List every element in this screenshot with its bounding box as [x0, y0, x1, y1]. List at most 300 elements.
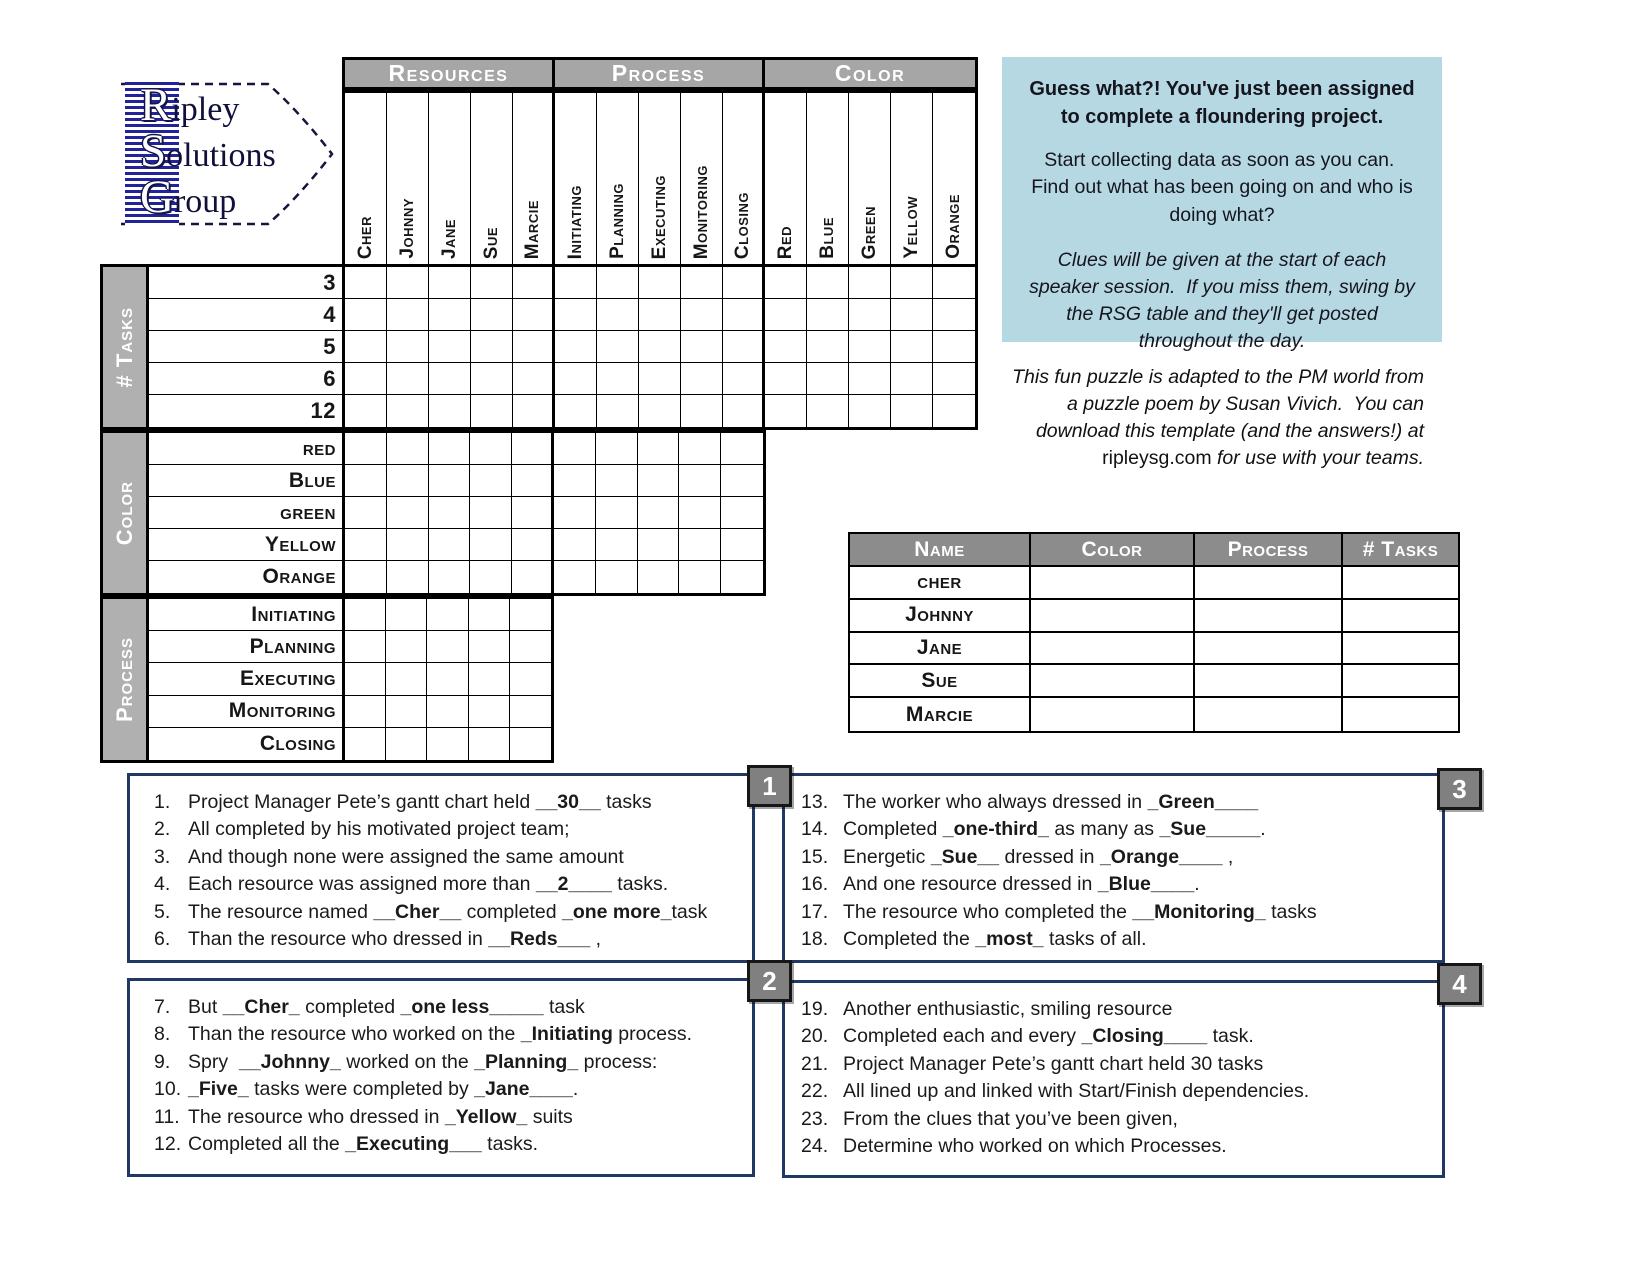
grid-cell-color-r2c4[interactable]	[512, 497, 554, 529]
clue-number: 12.	[154, 1133, 182, 1156]
grid-block-tasks	[342, 264, 978, 430]
grid-cell-tasks-r1c8[interactable]	[681, 299, 723, 331]
clue-number: 16.	[801, 873, 829, 896]
note-site-url: ripleysg.com	[1102, 446, 1212, 469]
clue-number: 5.	[154, 900, 171, 923]
grid-cell-process-r2c3[interactable]	[469, 663, 510, 695]
grid-cell-tasks-r0c11[interactable]	[807, 267, 849, 299]
grid-cell-tasks-r4c5[interactable]	[555, 395, 597, 427]
column-label-text: Blue	[816, 217, 838, 259]
grid-cell-tasks-r3c8[interactable]	[681, 363, 723, 395]
grid-cell-tasks-r2c6[interactable]	[597, 331, 639, 363]
grid-cell-color-r1c3[interactable]	[470, 465, 512, 497]
grid-cell-color-r2c9[interactable]	[721, 497, 763, 529]
grid-cell-tasks-r4c13[interactable]	[891, 395, 933, 427]
grid-column-labels	[342, 90, 978, 264]
answer-header-tasks: # Tasks	[1343, 534, 1458, 567]
grid-cell-process-r0c2[interactable]	[427, 599, 468, 631]
grid-cell-process-r4c3[interactable]	[469, 728, 510, 760]
grid-cell-tasks-r2c8[interactable]	[681, 331, 723, 363]
answer-cell-color-johnny[interactable]	[1031, 600, 1195, 633]
clue-number: 19.	[801, 998, 829, 1020]
grid-cell-color-r2c2[interactable]	[429, 497, 471, 529]
row-label-3: 3	[149, 267, 342, 299]
grid-block-process	[342, 596, 554, 763]
grid-cell-tasks-r3c10[interactable]	[765, 363, 807, 395]
row-label-monitoring: Monitoring	[149, 696, 342, 728]
grid-cell-tasks-r4c14[interactable]	[933, 395, 975, 427]
column-group-color: Color	[834, 60, 906, 86]
answer-cell-color-sue[interactable]	[1031, 665, 1195, 698]
column-label-text: Yellow	[900, 196, 922, 259]
clue-line-13	[801, 789, 1442, 816]
grid-cell-process-r1c0[interactable]	[345, 631, 386, 663]
grid-cell-color-r1c2[interactable]	[429, 465, 471, 497]
grid-cell-color-r4c8[interactable]	[679, 561, 721, 593]
grid-cell-tasks-r4c6[interactable]	[597, 395, 639, 427]
grid-cell-color-r0c1[interactable]	[387, 433, 429, 465]
grid-cell-tasks-r2c1[interactable]	[387, 331, 429, 363]
grid-cell-tasks-r1c6[interactable]	[597, 299, 639, 331]
grid-cell-tasks-r0c5[interactable]	[555, 267, 597, 299]
grid-cell-color-r0c3[interactable]	[470, 433, 512, 465]
grid-cell-tasks-r4c12[interactable]	[849, 395, 891, 427]
grid-cell-tasks-r2c9[interactable]	[723, 331, 765, 363]
grid-cell-tasks-r1c13[interactable]	[891, 299, 933, 331]
grid-cell-tasks-r0c4[interactable]	[513, 267, 555, 299]
grid-cell-color-r4c5[interactable]	[554, 561, 596, 593]
grid-cell-process-r3c2[interactable]	[427, 696, 468, 728]
answer-row-cher	[850, 567, 1458, 600]
grid-cell-color-r4c9[interactable]	[721, 561, 763, 593]
answer-name-sue: Sue	[850, 665, 1031, 698]
grid-cell-color-r0c6[interactable]	[596, 433, 638, 465]
grid-cell-tasks-r3c14[interactable]	[933, 363, 975, 395]
column-label-text: Cher	[354, 215, 376, 259]
grid-cell-tasks-r1c1[interactable]	[387, 299, 429, 331]
answer-cell-process-cher[interactable]	[1195, 567, 1343, 600]
clue-line-4	[154, 871, 752, 898]
grid-cell-tasks-r0c1[interactable]	[387, 267, 429, 299]
clue-box-3	[782, 773, 1445, 963]
clue-box-2	[127, 978, 755, 1177]
grid-cell-tasks-r1c3[interactable]	[471, 299, 513, 331]
grid-cell-process-r4c0[interactable]	[345, 728, 386, 760]
grid-cell-color-r1c8[interactable]	[679, 465, 721, 497]
grid-cell-color-r2c1[interactable]	[387, 497, 429, 529]
grid-cell-tasks-r0c10[interactable]	[765, 267, 807, 299]
answer-cell-color-cher[interactable]	[1031, 567, 1195, 600]
clue-line-3	[154, 844, 752, 871]
grid-cell-process-r1c4[interactable]	[510, 631, 551, 663]
logo-rest: olutions	[166, 137, 276, 174]
grid-cell-process-r2c4[interactable]	[510, 663, 551, 695]
clue-text: And though none were assigned the same amount	[188, 845, 624, 868]
grid-cell-tasks-r0c6[interactable]	[597, 267, 639, 299]
grid-cell-color-r1c0[interactable]	[345, 465, 387, 497]
grid-cell-tasks-r4c1[interactable]	[387, 395, 429, 427]
grid-cell-tasks-r1c0[interactable]	[345, 299, 387, 331]
clue-text: Completed each and every _Closing____ task.	[843, 1025, 1254, 1048]
grid-cell-color-r4c2[interactable]	[429, 561, 471, 593]
grid-cell-tasks-r3c0[interactable]	[345, 363, 387, 395]
rsg-logo	[118, 80, 338, 228]
clue-text: Another enthusiastic, smiling resource	[843, 998, 1173, 1020]
grid-cell-tasks-r4c11[interactable]	[807, 395, 849, 427]
clue-line-14	[801, 816, 1442, 843]
column-label-orange	[933, 93, 975, 264]
grid-cell-color-r0c0[interactable]	[345, 433, 387, 465]
grid-cell-tasks-r2c3[interactable]	[471, 331, 513, 363]
grid-cell-process-r3c3[interactable]	[469, 696, 510, 728]
grid-cell-tasks-r2c10[interactable]	[765, 331, 807, 363]
grid-cell-tasks-r0c13[interactable]	[891, 267, 933, 299]
clue-line-11	[154, 1104, 752, 1131]
grid-cell-color-r0c7[interactable]	[638, 433, 680, 465]
grid-cell-tasks-r0c0[interactable]	[345, 267, 387, 299]
row-group-label: Color	[111, 480, 137, 546]
grid-cell-color-r3c2[interactable]	[429, 529, 471, 561]
row-label-6: 6	[149, 363, 342, 395]
grid-cell-tasks-r3c11[interactable]	[807, 363, 849, 395]
grid-cell-tasks-r1c12[interactable]	[849, 299, 891, 331]
grid-cell-tasks-r1c5[interactable]	[555, 299, 597, 331]
clue-number: 15.	[801, 845, 829, 868]
column-label-jane	[429, 93, 471, 264]
grid-cell-tasks-r4c4[interactable]	[513, 395, 555, 427]
clue-text: All lined up and linked with Start/Finish dependencies.	[843, 1080, 1310, 1103]
grid-cell-process-r1c1[interactable]	[386, 631, 427, 663]
grid-cell-tasks-r1c7[interactable]	[639, 299, 681, 331]
grid-cell-tasks-r3c12[interactable]	[849, 363, 891, 395]
answer-cell-tasks-marcie[interactable]	[1343, 698, 1458, 731]
clue-number: 7.	[154, 996, 171, 1018]
clue-text: Than the resource who worked on the _Initiating process.	[188, 1023, 692, 1046]
answer-cell-tasks-johnny[interactable]	[1343, 600, 1458, 633]
clue-text: And one resource dressed in _Blue____.	[843, 873, 1200, 896]
answer-cell-tasks-jane[interactable]	[1343, 633, 1458, 666]
grid-cell-process-r2c0[interactable]	[345, 663, 386, 695]
clue-line-5	[154, 899, 752, 926]
grid-cell-tasks-r4c7[interactable]	[639, 395, 681, 427]
grid-cell-color-r2c8[interactable]	[679, 497, 721, 529]
clue-line-23	[801, 1106, 1442, 1133]
grid-cell-color-r4c3[interactable]	[470, 561, 512, 593]
column-label-text: Monitoring	[690, 164, 712, 259]
grid-cell-process-r2c2[interactable]	[427, 663, 468, 695]
clue-line-9	[154, 1049, 752, 1076]
grid-cell-process-r0c3[interactable]	[469, 599, 510, 631]
grid-cell-color-r2c3[interactable]	[470, 497, 512, 529]
column-group-process: Process	[555, 60, 765, 87]
grid-cell-color-r2c6[interactable]	[596, 497, 638, 529]
answer-name-cher: cher	[850, 567, 1031, 600]
note-text: This fun puzzle is adapted to the PM world from a puzzle poem by Susan Vivich. You can download this template (and the answers!) at	[1012, 366, 1424, 442]
grid-cell-color-r0c5[interactable]	[554, 433, 596, 465]
grid-cell-tasks-r2c14[interactable]	[933, 331, 975, 363]
row-group-band-tasks	[100, 264, 146, 430]
grid-cell-tasks-r4c8[interactable]	[681, 395, 723, 427]
answer-name-jane: Jane	[850, 633, 1031, 666]
clue-number: 8.	[154, 1023, 171, 1046]
column-label-blue	[807, 93, 849, 264]
clue-number: 17.	[801, 900, 829, 923]
grid-cell-color-r3c9[interactable]	[721, 529, 763, 561]
grid-cell-tasks-r3c1[interactable]	[387, 363, 429, 395]
info-heading: Guess what?! You've just been assigned to complete a floundering project.	[1029, 78, 1415, 128]
clue-text: The resource who completed the __Monitoring_ tasks	[843, 900, 1317, 923]
clue-line-24	[801, 1133, 1442, 1160]
answer-cell-process-marcie[interactable]	[1195, 698, 1343, 731]
grid-block-color	[342, 430, 766, 596]
grid-cell-process-r4c2[interactable]	[427, 728, 468, 760]
clue-text: Than the resource who dressed in __Reds___ ,	[188, 928, 602, 951]
column-label-text: Executing	[648, 174, 670, 259]
grid-cell-color-r2c5[interactable]	[554, 497, 596, 529]
logo-line	[140, 79, 276, 131]
logo-initial: S	[140, 125, 167, 177]
logo-rest: roup	[173, 183, 237, 220]
clue-line-17	[801, 899, 1442, 926]
grid-cell-color-r0c8[interactable]	[679, 433, 721, 465]
grid-cell-color-r1c7[interactable]	[638, 465, 680, 497]
grid-cell-tasks-r3c5[interactable]	[555, 363, 597, 395]
grid-cell-tasks-r3c13[interactable]	[891, 363, 933, 395]
column-label-sue	[471, 93, 513, 264]
clue-text: The resource who dressed in _Yellow_ suits	[188, 1105, 573, 1128]
clue-box-1-badge: 1	[747, 765, 792, 807]
grid-cell-process-r0c0[interactable]	[345, 599, 386, 631]
grid-cell-process-r4c4[interactable]	[510, 728, 551, 760]
answer-cell-process-sue[interactable]	[1195, 665, 1343, 698]
grid-cell-color-r3c4[interactable]	[512, 529, 554, 561]
grid-cell-tasks-r2c7[interactable]	[639, 331, 681, 363]
grid-cell-tasks-r1c4[interactable]	[513, 299, 555, 331]
clue-text: Completed _one-third_ as many as _Sue_____.	[843, 818, 1266, 841]
grid-cell-tasks-r3c3[interactable]	[471, 363, 513, 395]
grid-cell-process-r3c1[interactable]	[386, 696, 427, 728]
grid-cell-tasks-r2c4[interactable]	[513, 331, 555, 363]
info-italic: Clues will be given at the start of each speaker session. If you miss them, swing by the RSG table and they'll get posted throughout the day.	[1029, 248, 1415, 352]
clue-number: 24.	[801, 1135, 829, 1158]
clue-line-7	[154, 994, 752, 1021]
clue-text: The worker who always dressed in _Green____	[843, 791, 1259, 813]
attribution-note	[1012, 364, 1424, 472]
clue-number: 14.	[801, 818, 829, 841]
grid-cell-tasks-r2c11[interactable]	[807, 331, 849, 363]
grid-cell-color-r3c7[interactable]	[638, 529, 680, 561]
clue-line-6	[154, 926, 752, 953]
grid-cell-process-r3c4[interactable]	[510, 696, 551, 728]
grid-cell-tasks-r2c13[interactable]	[891, 331, 933, 363]
note-text: for use with your teams.	[1211, 446, 1424, 469]
grid-cell-color-r2c0[interactable]	[345, 497, 387, 529]
answer-header-name: Name	[850, 534, 1031, 567]
answer-row-marcie	[850, 698, 1458, 731]
grid-cell-color-r1c1[interactable]	[387, 465, 429, 497]
grid-cell-process-r0c4[interactable]	[510, 599, 551, 631]
clue-text: Each resource was assigned more than __2____ tasks.	[188, 873, 669, 896]
clue-line-1	[154, 789, 752, 816]
grid-cell-color-r0c4[interactable]	[512, 433, 554, 465]
clue-box-4	[782, 980, 1445, 1178]
grid-cell-color-r4c7[interactable]	[638, 561, 680, 593]
logo-line	[140, 171, 276, 223]
row-group-label: Process	[111, 636, 137, 723]
column-label-closing	[723, 93, 765, 264]
answer-cell-color-marcie[interactable]	[1031, 698, 1195, 731]
row-label-closing: Closing	[259, 731, 336, 755]
grid-cell-color-r3c8[interactable]	[679, 529, 721, 561]
grid-cell-tasks-r2c0[interactable]	[345, 331, 387, 363]
clue-box-1	[127, 773, 755, 963]
column-label-text: Closing	[731, 191, 753, 259]
grid-column-group-header	[342, 57, 978, 90]
column-label-text: Red	[774, 225, 796, 259]
column-label-text: Green	[858, 205, 880, 259]
clue-number: 11.	[154, 1105, 180, 1128]
row-labels-tasks	[146, 264, 342, 430]
grid-cell-color-r0c2[interactable]	[429, 433, 471, 465]
row-label-yellow: Yellow	[149, 529, 342, 561]
info-box	[1002, 57, 1442, 352]
clue-number: 4.	[154, 873, 171, 896]
grid-cell-color-r4c0[interactable]	[345, 561, 387, 593]
row-label-12: 12	[310, 398, 336, 423]
answer-cell-tasks-sue[interactable]	[1343, 665, 1458, 698]
clue-number: 20.	[801, 1025, 829, 1048]
column-group-resources: Resources	[345, 60, 555, 87]
grid-cell-color-r4c1[interactable]	[387, 561, 429, 593]
grid-cell-color-r3c5[interactable]	[554, 529, 596, 561]
logo-initial: G	[140, 171, 174, 223]
grid-cell-tasks-r0c7[interactable]	[639, 267, 681, 299]
grid-cell-color-r1c9[interactable]	[721, 465, 763, 497]
clue-line-12	[154, 1131, 752, 1158]
grid-cell-tasks-r1c10[interactable]	[765, 299, 807, 331]
grid-cell-tasks-r4c3[interactable]	[471, 395, 513, 427]
clue-line-21	[801, 1051, 1442, 1078]
column-label-text: Johnny	[396, 198, 418, 259]
row-labels-color	[146, 430, 342, 596]
grid-cell-color-r2c7[interactable]	[638, 497, 680, 529]
clue-line-20	[801, 1023, 1442, 1050]
grid-cell-color-r3c0[interactable]	[345, 529, 387, 561]
clue-line-18	[801, 926, 1442, 953]
grid-cell-color-r4c6[interactable]	[596, 561, 638, 593]
grid-cell-tasks-r3c2[interactable]	[429, 363, 471, 395]
grid-cell-tasks-r1c9[interactable]	[723, 299, 765, 331]
clue-line-22	[801, 1078, 1442, 1105]
grid-cell-tasks-r4c0[interactable]	[345, 395, 387, 427]
clue-box-3-badge: 3	[1437, 768, 1482, 810]
clue-text: The resource named __Cher__ completed _one more_task	[188, 900, 708, 923]
clue-text: Completed the _most_ tasks of all.	[843, 928, 1147, 951]
clue-line-19	[801, 996, 1442, 1023]
clue-box-2-badge: 2	[747, 960, 792, 1002]
grid-cell-color-r0c9[interactable]	[721, 433, 763, 465]
answer-cell-tasks-cher[interactable]	[1343, 567, 1458, 600]
row-label-planning: Planning	[149, 631, 342, 663]
grid-cell-tasks-r0c12[interactable]	[849, 267, 891, 299]
clue-line-16	[801, 871, 1442, 898]
grid-cell-process-r0c1[interactable]	[386, 599, 427, 631]
answer-cell-process-johnny[interactable]	[1195, 600, 1343, 633]
grid-cell-process-r4c1[interactable]	[386, 728, 427, 760]
row-labels-process	[146, 596, 342, 763]
grid-cell-tasks-r0c14[interactable]	[933, 267, 975, 299]
grid-cell-tasks-r4c2[interactable]	[429, 395, 471, 427]
grid-cell-color-r1c6[interactable]	[596, 465, 638, 497]
clue-number: 21.	[801, 1052, 829, 1075]
clue-text: All completed by his motivated project team;	[188, 818, 570, 841]
grid-cell-tasks-r1c11[interactable]	[807, 299, 849, 331]
grid-cell-tasks-r3c4[interactable]	[513, 363, 555, 395]
column-label-initiating	[555, 93, 597, 264]
logo-line	[140, 125, 276, 177]
answer-row-johnny	[850, 600, 1458, 633]
column-label-text: Initiating	[564, 184, 586, 259]
grid-cell-color-r4c4[interactable]	[512, 561, 554, 593]
grid-cell-tasks-r1c14[interactable]	[933, 299, 975, 331]
grid-cell-tasks-r3c7[interactable]	[639, 363, 681, 395]
clue-line-2	[154, 816, 752, 843]
answer-cell-color-jane[interactable]	[1031, 633, 1195, 666]
row-group-band-color	[100, 430, 146, 596]
grid-cell-tasks-r3c9[interactable]	[723, 363, 765, 395]
clue-number: 9.	[154, 1050, 171, 1073]
grid-cell-tasks-r3c6[interactable]	[597, 363, 639, 395]
column-label-text: Orange	[943, 194, 964, 259]
grid-cell-process-r2c1[interactable]	[386, 663, 427, 695]
column-label-text: Marcie	[521, 199, 543, 259]
grid-cell-tasks-r0c2[interactable]	[429, 267, 471, 299]
grid-cell-tasks-r2c2[interactable]	[429, 331, 471, 363]
grid-cell-process-r3c0[interactable]	[345, 696, 386, 728]
grid-cell-process-r1c3[interactable]	[469, 631, 510, 663]
grid-cell-tasks-r4c9[interactable]	[723, 395, 765, 427]
row-label-orange: Orange	[262, 565, 336, 588]
column-label-cher	[345, 93, 387, 264]
grid-cell-tasks-r2c5[interactable]	[555, 331, 597, 363]
grid-cell-tasks-r0c3[interactable]	[471, 267, 513, 299]
logo-initial: R	[140, 79, 172, 131]
grid-cell-color-r3c6[interactable]	[596, 529, 638, 561]
answer-header-process: Process	[1195, 534, 1343, 567]
column-label-red	[765, 93, 807, 264]
column-label-executing	[639, 93, 681, 264]
clue-text: But __Cher_ completed _one less_____ task	[188, 996, 585, 1018]
grid-cell-tasks-r2c12[interactable]	[849, 331, 891, 363]
answer-cell-process-jane[interactable]	[1195, 633, 1343, 666]
grid-cell-tasks-r0c8[interactable]	[681, 267, 723, 299]
grid-cell-color-r3c3[interactable]	[470, 529, 512, 561]
grid-cell-tasks-r0c9[interactable]	[723, 267, 765, 299]
grid-cell-color-r1c5[interactable]	[554, 465, 596, 497]
grid-cell-color-r1c4[interactable]	[512, 465, 554, 497]
column-label-yellow	[891, 93, 933, 264]
column-label-marcie	[513, 93, 555, 264]
clue-text: From the clues that you’ve been given,	[843, 1107, 1178, 1130]
clue-number: 6.	[154, 928, 171, 951]
grid-cell-process-r1c2[interactable]	[427, 631, 468, 663]
grid-cell-tasks-r1c2[interactable]	[429, 299, 471, 331]
row-label-initiating: Initiating	[149, 599, 342, 631]
grid-cell-color-r3c1[interactable]	[387, 529, 429, 561]
grid-cell-tasks-r4c10[interactable]	[765, 395, 807, 427]
clue-text: Completed all the _Executing___ tasks.	[188, 1133, 539, 1156]
clue-text: Energetic _Sue__ dressed in _Orange____ ,	[843, 845, 1234, 868]
